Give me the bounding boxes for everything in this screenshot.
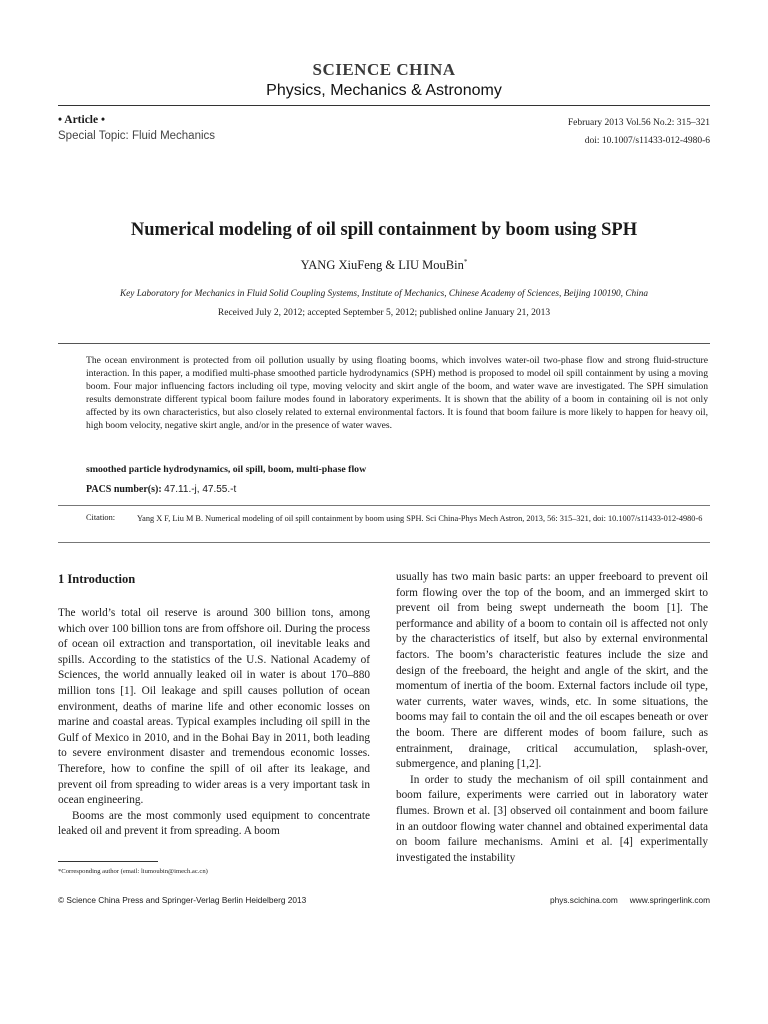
paragraph: usually has two main basic parts: an upper freeboard to prevent oil form flowing over the top of the boom, and an immerged skirt to prevent oil from being swept underneath the boom [1]. The performance and ability of a boom to contain oil is affected not only by the characteristics of itself, but also by external environmental factors. The boom’s characteristic features include the size and design of the freeboard, the height and angle of the skirt, and the momentum of inertia of the boom. External factors include oil type, water currents, water waves, winds, etc. In some situations, the booms may fail to contain the oil and the oil escapes beneath or over the boom. There are different modes of boom failure, such as entrainment, drainage, critical accumulation, splash-over, submergence, and planing [1,2]. — [396, 571, 708, 771]
corresponding-mark: * — [463, 258, 468, 266]
pacs — [86, 484, 236, 495]
paragraph: In order to study the mechanism of oil spill containment and boom failure, experiments were carried out in laboratory water flumes. Brown et al. [3] observed oil containment and boom failure in an outdoor flowing water channel and obtained experimental data on boom failure mechanisms. Amini et al. [4] experimentally investigated the instability — [396, 773, 708, 864]
received-dates: Received July 2, 2012; accepted September 5, 2012; published online January 21, 2013 — [217, 308, 551, 318]
pacs-label: PACS number(s): — [86, 484, 162, 495]
pacs-values: 47.11.-j, 47.55.-t — [164, 484, 237, 495]
left-column — [58, 606, 370, 840]
journal-site-link[interactable]: phys.scichina.com — [549, 895, 618, 905]
abstract-divider — [58, 343, 710, 344]
author-names: YANG XiuFeng & LIU MouBin — [300, 258, 464, 273]
footnote-divider — [58, 861, 158, 862]
keywords: smoothed particle hydrodynamics, oil spill, boom, multi-phase flow — [86, 464, 367, 475]
citation-text: Yang X F, Liu M B. Numerical modeling of oil spill containment by boom using SPH. Sci China-Phys Mech Astron, 2013, 56: 315–321, doi: 10.1007/s11433-012-4980-6 — [137, 514, 703, 523]
footnote: *Corresponding author (email: liumoubin@imech.ac.cn) — [58, 868, 208, 875]
affiliation: Key Laboratory for Mechanics in Fluid Solid Coupling Systems, Institute of Mechanics, Chinese Academy of Sciences, Beijing 100190, China — [119, 289, 649, 299]
paper-title: Numerical modeling of oil spill containment by boom using SPH — [130, 220, 638, 240]
springer-link[interactable]: www.springerlink.com — [629, 895, 710, 905]
section-heading: 1 Introduction — [58, 572, 136, 586]
citation-divider-top — [58, 505, 710, 506]
copyright: © Science China Press and Springer-Verlag Berlin Heidelberg 2013 — [58, 895, 307, 905]
citation-divider-bottom — [58, 542, 710, 543]
paragraph: Booms are the most commonly used equipment to concentrate leaked oil and prevent it from spreading. A boom — [58, 809, 370, 838]
journal-name: SCIENCE CHINA — [312, 60, 456, 79]
footer-links — [550, 895, 710, 905]
issue-info: February 2013 Vol.56 No.2: 315–321 — [567, 118, 710, 128]
doi-text[interactable]: doi: 10.1007/s11433-012-4980-6 — [584, 136, 710, 146]
citation-label: Citation: — [86, 513, 116, 522]
journal-subtitle: Physics, Mechanics & Astronomy — [266, 82, 502, 99]
publication-info — [568, 114, 710, 150]
header-divider — [58, 105, 710, 106]
special-topic: Special Topic: Fluid Mechanics — [58, 130, 216, 142]
authors — [0, 258, 768, 273]
right-column — [396, 570, 708, 866]
paragraph: The world’s total oil reserve is around 300 billion tons, among which over 100 billion tons are from offshore oil. During the process of ocean oil extraction and transportation, oil inevitable leaks and spills. According to the statistics of the U.S. National Academy of Sciences, the world annually leaked oil in water is about 170–880 million tons [1]. Oil leakage and spill causes pollution of ocean environment, deaths of marine life and other economic losses on marine and coastal areas. Typical examples including oil spill in the Gulf of Mexico in 2010, and in the Bohai Bay in 2011, both leading to severe environment disaster and tremendous economic losses. Therefore, how to confine the spill of oil after its leakage, and prevent oil from spreading to wider areas is a very important task in ocean engineering. — [58, 607, 370, 807]
article-type: • Article • — [58, 114, 106, 126]
abstract: The ocean environment is protected from oil pollution usually by using floating booms, which involves water-oil two-phase flow and strong fluid-structure interaction. In this paper, a modified multi-phase smoothed particle hydrodynamics (SPH) method is proposed to model oil spill containment by using a moving boom. Four major influencing factors including oil type, moving velocity and skirt angle of the boom, and water wave are investigated. The SPH simulation results demonstrate different typical boom failure modes found in laboratory experiments. It is shown that the ability of a boom in containing oil is not only affected by its own characteristics, but also closely related to external environmental factors. It is found that boom failure is more likely to happen for heavy oil, high boom velocity, negative skirt angle, and/or in the presence of water waves. — [86, 355, 708, 431]
